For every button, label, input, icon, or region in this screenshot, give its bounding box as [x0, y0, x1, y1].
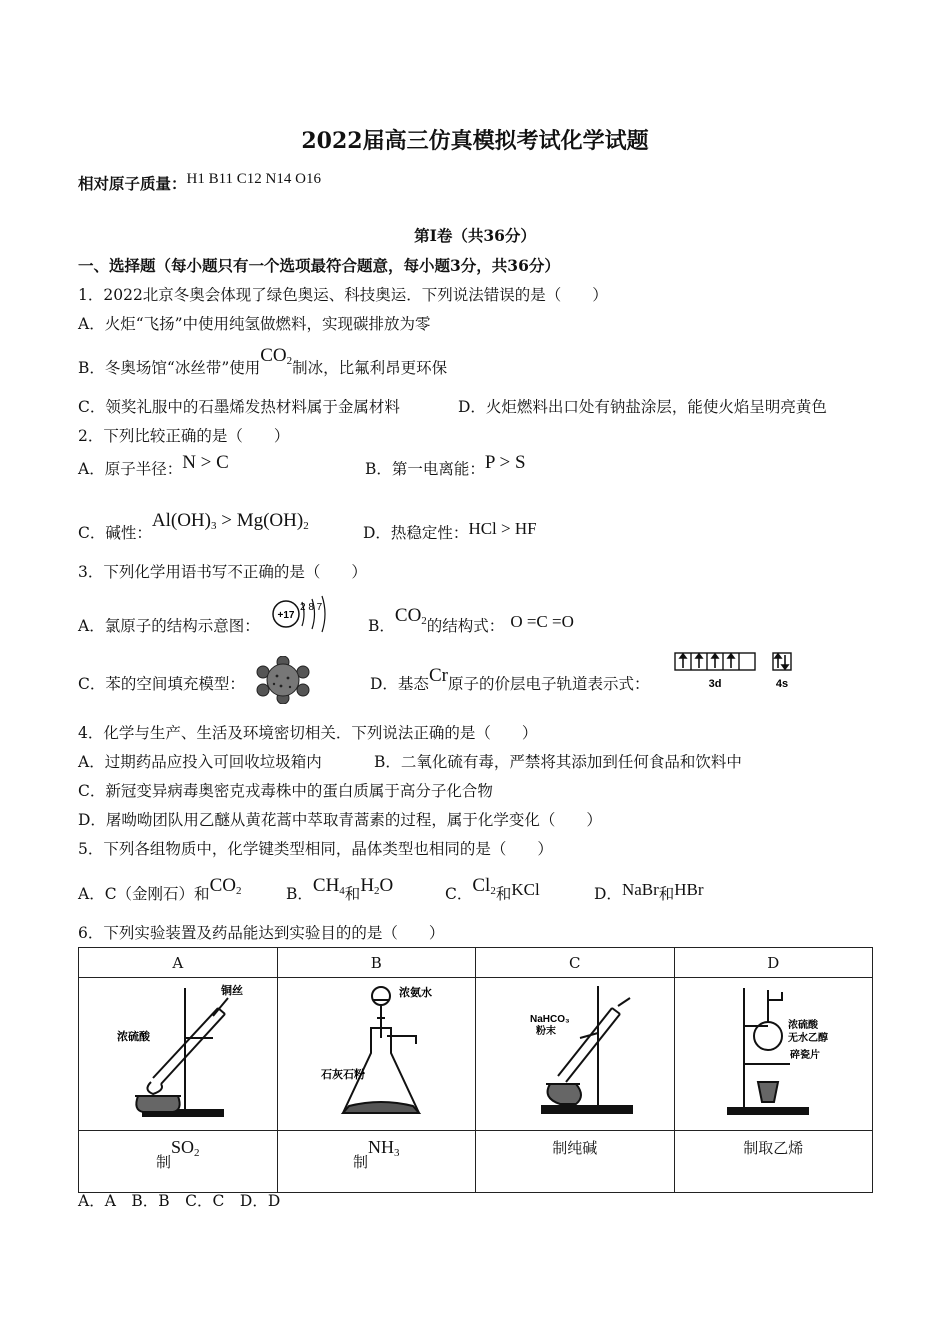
- apparatus-a-cell: [79, 978, 278, 1131]
- header-b: B: [277, 948, 476, 978]
- q5-b-f2-tail: O: [379, 875, 394, 896]
- q1-b-formula-main: CO: [260, 345, 287, 366]
- q2-c-f1: Al(OH): [151, 510, 211, 531]
- apparatus-c-icon: [480, 978, 670, 1126]
- q2-a-pre: A．原子半径：: [78, 460, 183, 478]
- q5-d-pre: D．: [594, 885, 622, 903]
- q3-b-pre: B．: [368, 617, 395, 635]
- q2-c-gt: >: [216, 510, 237, 531]
- q2-c-s2: 2: [303, 520, 309, 532]
- atomic-mass-label: 相对原子质量：: [78, 174, 187, 193]
- q1-b-pre: B．冬奥场馆“冰丝带”使用: [78, 359, 261, 377]
- caption-b-f: NH: [368, 1137, 394, 1157]
- q5-d-f2: HBr: [674, 880, 704, 899]
- caption-b-pre: 制: [352, 1153, 368, 1171]
- caption-a-s: 2: [194, 1147, 200, 1159]
- q2-c-f2: Mg(OH): [236, 510, 304, 531]
- page-title: 2022届高三仿真模拟考试化学试题: [301, 128, 649, 154]
- q5-b-f1-main: CH: [312, 875, 340, 896]
- q4-option-d: D．屠呦呦团队用乙醚从黄花蒿中萃取青蒿素的过程，属于化学变化（ ）: [78, 811, 602, 829]
- q2-option-b: [365, 452, 526, 479]
- q2-option-d: [363, 519, 537, 543]
- q5-option-a: [78, 875, 242, 909]
- q3-option-a-label: A．氯原子的结构示意图：: [78, 617, 260, 635]
- q5-a-f: CO: [209, 875, 236, 896]
- label-conc-sulfuric-a: 浓硫酸: [116, 1031, 150, 1043]
- label-porcelain-chips: 碎瓷片: [790, 1050, 821, 1061]
- q5-b-and: 和: [344, 885, 361, 903]
- q5-b-pre: B．: [286, 885, 313, 903]
- q2-stem: 2．下列比较正确的是（ ）: [78, 427, 290, 445]
- header-c: C: [476, 948, 675, 978]
- q2-c-formula: [152, 510, 309, 531]
- q5-option-c: [445, 875, 540, 909]
- q4-option-a: A．过期药品应投入可回收垃圾箱内: [78, 753, 322, 771]
- q2-c-s1: 3: [210, 520, 217, 532]
- chlorine-shell-electrons: 2 8 7: [300, 602, 323, 613]
- apparatus-d-icon: [678, 978, 868, 1126]
- q3-option-d: [370, 665, 650, 694]
- q3-b-f: CO: [394, 605, 422, 626]
- q1-option-d: D．火炬燃料出口处有钠盐涂层，能使火焰呈明亮黄色: [458, 398, 827, 416]
- caption-a-pre: 制: [155, 1153, 171, 1171]
- caption-a-f: SO: [171, 1137, 195, 1157]
- label-copper-wire: 铜丝: [220, 985, 243, 997]
- header-d: D: [674, 948, 873, 978]
- q2-d-formula: HCl > HF: [468, 519, 537, 538]
- apparatus-d-cell: [674, 978, 873, 1131]
- q1-b-post: 制冰，比氟利昂更环保: [292, 359, 448, 377]
- label-limestone-powder: 石灰石粉: [321, 1069, 366, 1081]
- q5-c-f1: [472, 875, 495, 896]
- caption-d: 制取乙烯: [674, 1131, 873, 1193]
- q5-b-s2: 2: [374, 885, 380, 897]
- q5-b-f2-main: H: [360, 875, 375, 896]
- label-sodium-bicarbonate: NaHCO₃: [529, 1014, 570, 1025]
- q5-a-s: 2: [235, 885, 242, 897]
- q5-option-b: [286, 875, 394, 909]
- label-anhydrous-ethanol: 无水乙醇: [788, 1033, 829, 1044]
- experiment-table: [78, 947, 873, 1193]
- q1-option-b: [78, 345, 448, 383]
- section-title: 第I卷（共36分）: [414, 226, 536, 245]
- q5-c-pre: C．: [445, 885, 473, 903]
- label-powder: 粉末: [535, 1026, 556, 1037]
- q1-b-formula: [260, 345, 292, 366]
- orbital-4s-label: 4s: [775, 678, 789, 690]
- table-image-row: [79, 978, 873, 1131]
- caption-b-formula: [368, 1137, 400, 1157]
- chromium-orbital-diagram-icon: [673, 650, 798, 692]
- q5-c-and: 和: [495, 885, 512, 903]
- atomic-mass-value: H1 B11 C12 N14 O16: [186, 171, 321, 187]
- table-header-row: [79, 948, 873, 978]
- q3-b-mid: 的结构式：: [426, 617, 505, 635]
- q5-b-s1: 4: [339, 885, 345, 897]
- q3-b-struct: O =C =O: [510, 612, 574, 631]
- caption-a-formula: [171, 1137, 200, 1157]
- q2-a-formula: N > C: [182, 452, 229, 473]
- apparatus-b-cell: [277, 978, 476, 1131]
- chlorine-atom-structure-icon: [270, 590, 334, 634]
- q3-d-formula: Cr: [428, 665, 448, 686]
- q3-option-b: [368, 605, 574, 641]
- q5-a-formula: [210, 875, 242, 896]
- benzene-space-filling-icon: [255, 656, 311, 704]
- q6-stem: 6．下列实验装置及药品能达到实验目的的是（ ）: [78, 924, 445, 942]
- q2-option-c: [78, 510, 309, 548]
- q3-stem: 3．下列化学用语书写不正确的是（ ）: [78, 563, 367, 581]
- q5-b-f2: [360, 875, 393, 896]
- q5-a-pre: A．C（金刚石）和: [78, 885, 210, 903]
- caption-b-s: 3: [394, 1147, 400, 1159]
- apparatus-a-icon: [83, 978, 273, 1126]
- q2-option-a: [78, 452, 229, 479]
- caption-a: [79, 1131, 278, 1193]
- header-a: A: [79, 948, 278, 978]
- label-conc-sulfuric-d: 浓硫酸: [788, 1020, 819, 1031]
- q5-d-and: 和: [658, 885, 675, 903]
- q5-c-f2: KCl: [511, 880, 540, 899]
- apparatus-c-cell: [476, 978, 675, 1131]
- q5-stem: 5．下列各组物质中，化学键类型相同，晶体类型也相同的是（ ）: [78, 840, 553, 858]
- q4-option-b: B．二氧化硫有毒，严禁将其添加到任何食品和饮料中: [374, 753, 742, 771]
- q5-b-f1: [313, 875, 345, 896]
- q2-b-formula: P > S: [484, 452, 526, 473]
- label-conc-ammonia: 浓氨水: [399, 987, 433, 999]
- q1-option-c: C．领奖礼服中的石墨烯发热材料属于金属材料: [78, 398, 400, 416]
- q2-c-pre: C．碱性：: [78, 524, 152, 542]
- q6-answer-options: A．A B．B C．C D．D: [78, 1192, 281, 1210]
- q2-d-pre: D．热稳定性：: [363, 524, 469, 542]
- q5-c-s1: 2: [490, 885, 496, 897]
- section-heading: 一、选择题（每小题只有一个选项最符合题意，每小题3分，共36分）: [78, 256, 560, 275]
- q5-d-f1: NaBr: [621, 880, 659, 899]
- atomic-mass: [78, 171, 321, 195]
- q3-b-formula: [395, 605, 427, 626]
- chlorine-nucleus-label: +17: [277, 610, 295, 621]
- table-caption-row: [79, 1131, 873, 1193]
- q1-b-formula-sub: 2: [286, 355, 293, 367]
- orbital-3d-label: 3d: [708, 678, 722, 690]
- apparatus-b-icon: [281, 978, 471, 1126]
- caption-c: 制纯碱: [476, 1131, 675, 1193]
- q1-stem: 1．2022北京冬奥会体现了绿色奥运、科技奥运．下列说法错误的是（ ）: [78, 286, 608, 304]
- q2-b-pre: B．第一电离能：: [365, 460, 485, 478]
- q5-option-d: [594, 880, 704, 904]
- q5-c-f1-main: Cl: [472, 875, 491, 896]
- caption-b: [277, 1131, 476, 1193]
- q4-option-c: C．新冠变异病毒奥密克戎毒株中的蛋白质属于高分子化合物: [78, 782, 493, 800]
- q3-b-s: 2: [421, 615, 427, 627]
- q3-d-post: 原子的价层电子轨道表示式：: [447, 675, 650, 693]
- q1-option-a: A．火炬“飞扬”中使用纯氢做燃料，实现碳排放为零: [78, 315, 431, 333]
- q3-d-pre: D．基态: [370, 675, 429, 693]
- q3-option-c-label: C．苯的空间填充模型：: [78, 675, 245, 693]
- q4-stem: 4．化学与生产、生活及环境密切相关．下列说法正确的是（ ）: [78, 724, 538, 742]
